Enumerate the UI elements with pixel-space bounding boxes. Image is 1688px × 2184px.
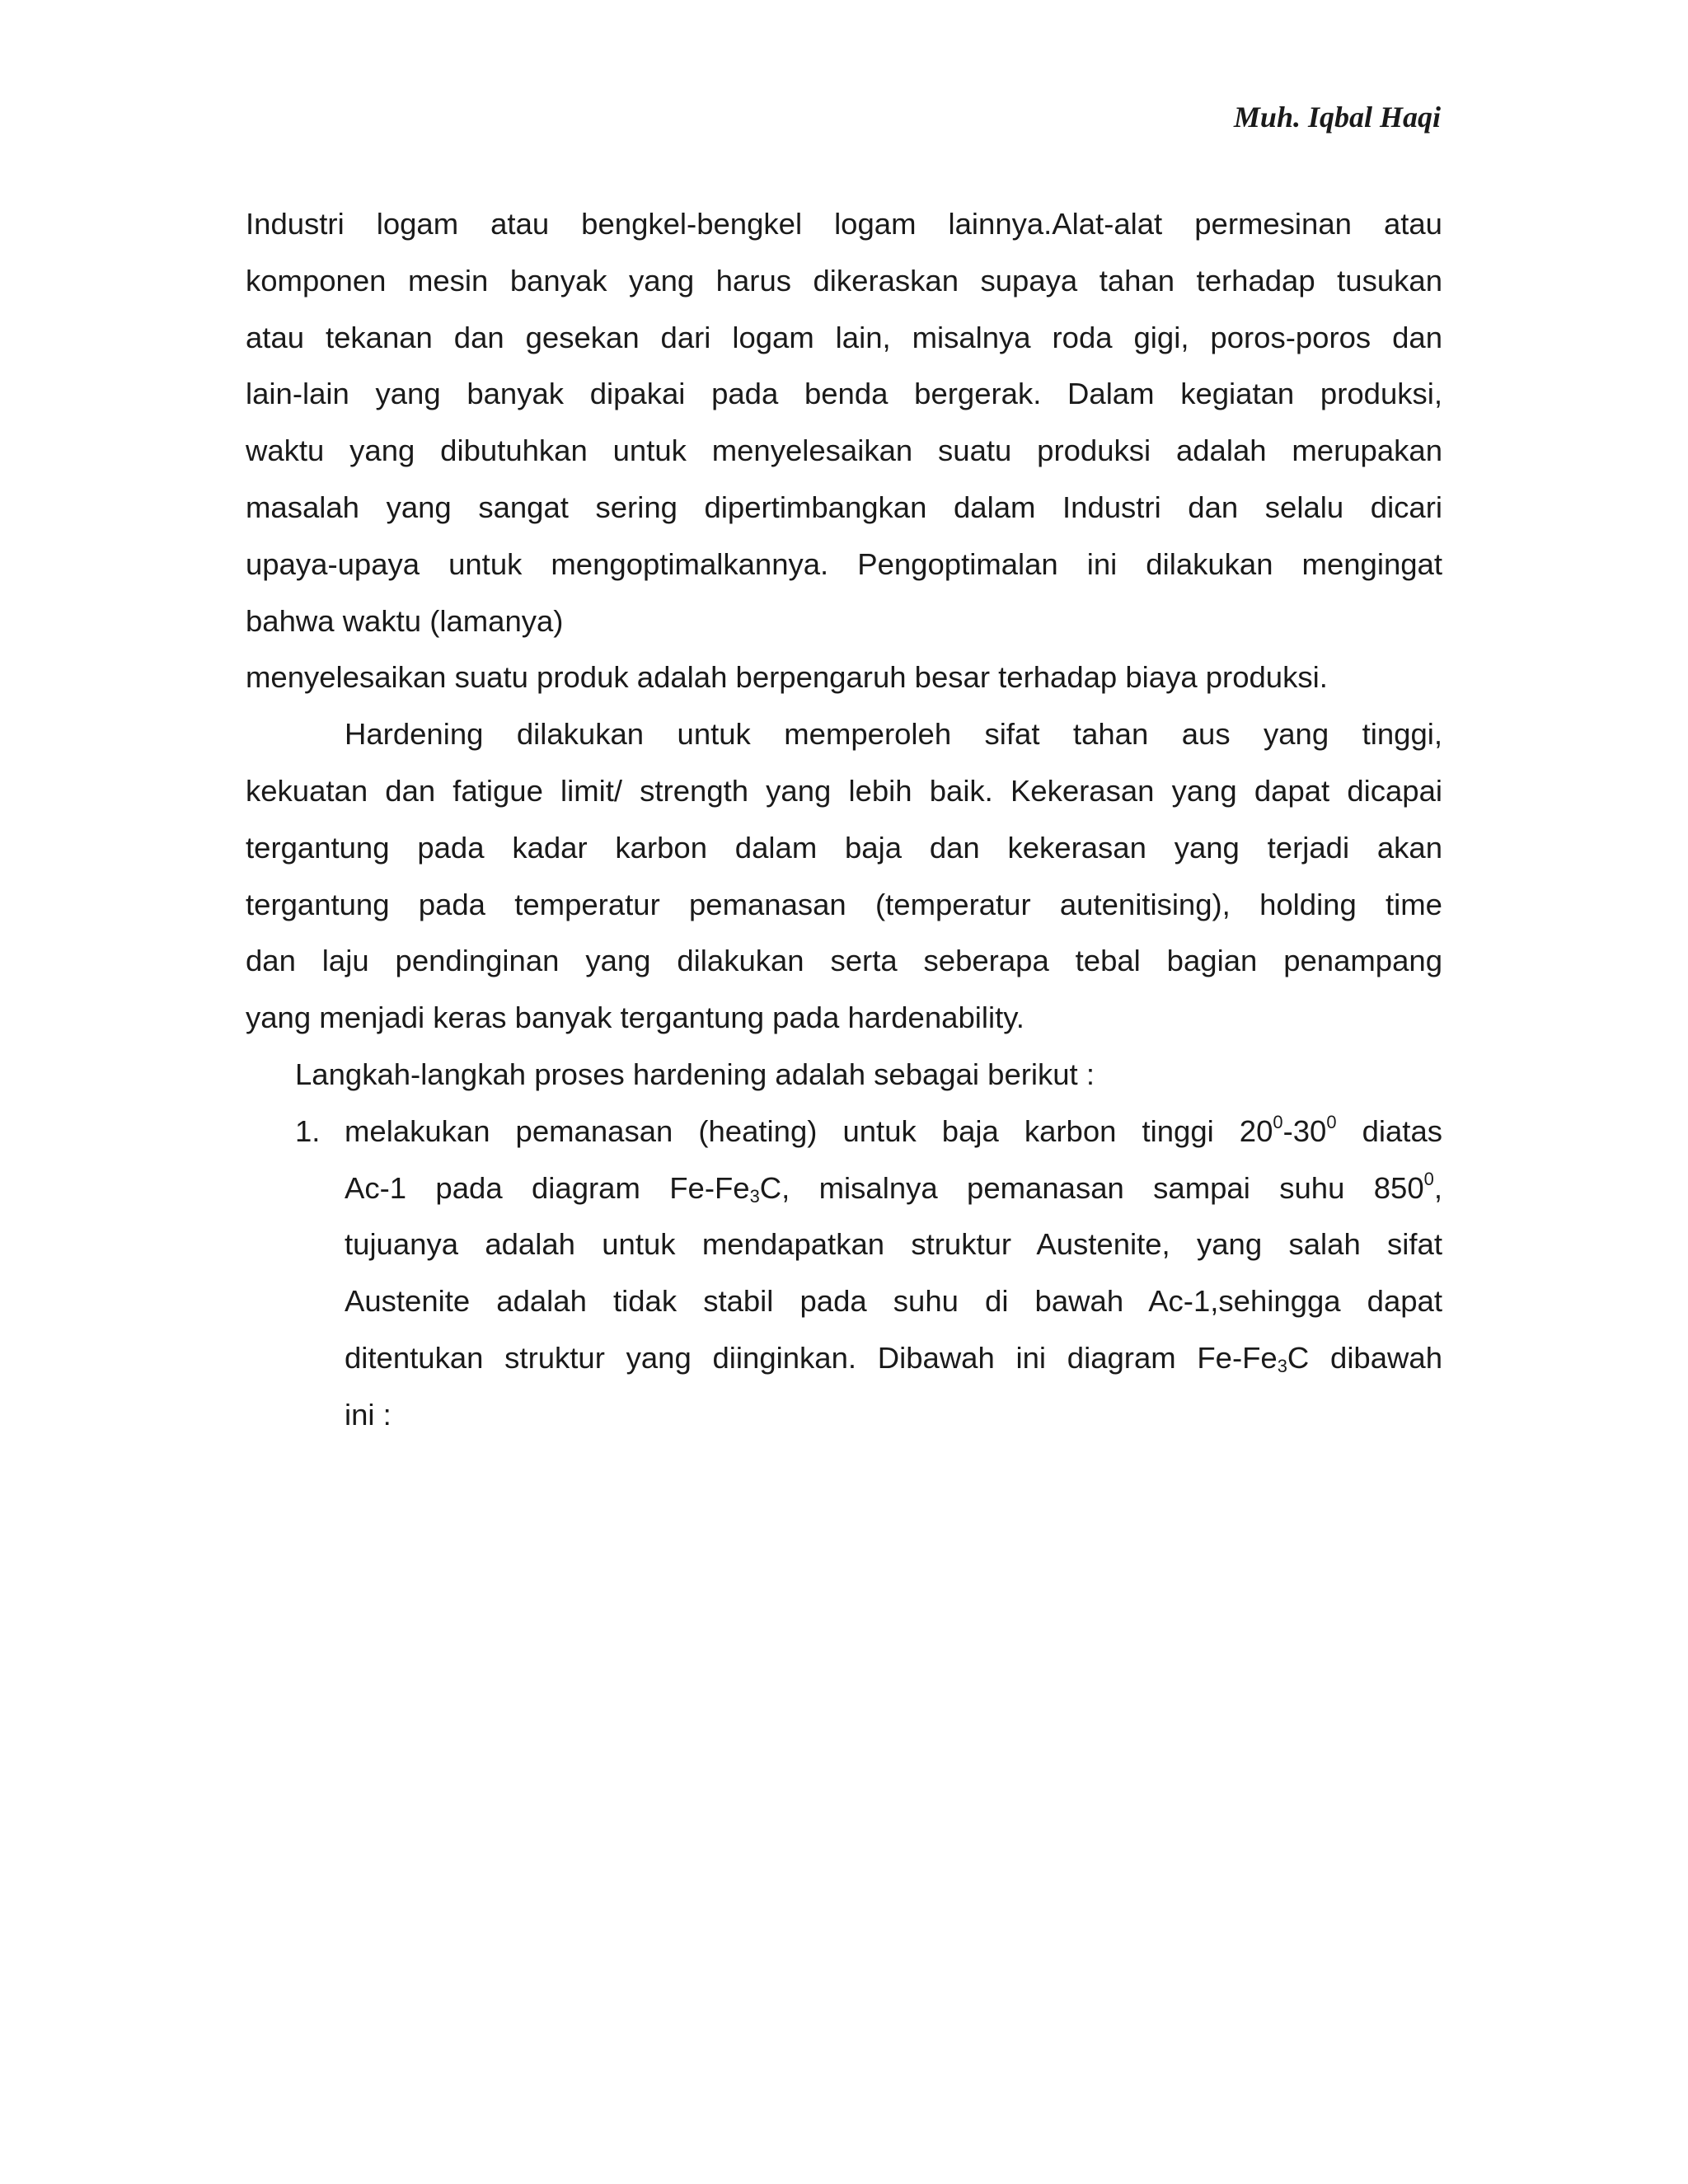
paragraph-line: tergantung pada temperatur pemanasan (temperatur autenitising), holding time — [246, 887, 1442, 921]
text-span: diatas — [1336, 1113, 1442, 1148]
paragraph-line: bahwa waktu (lamanya) — [246, 603, 564, 638]
paragraph-line: tergantung pada kadar karbon dalam baja dan kekerasan yang terjadi akan — [246, 830, 1442, 865]
list-item-line: Austenite adalah tidak stabil pada suhu di bawah Ac-1,sehingga dapat — [345, 1284, 1442, 1319]
paragraph-line: lain-lain yang banyak dipakai pada benda bergerak. Dalam kegiatan produksi, — [246, 377, 1442, 411]
list-item — [246, 1104, 1442, 1444]
paragraph-line: kekuatan dan fatigue limit/ strength yang lebih baik. Kekerasan yang dapat dicapai — [246, 773, 1442, 808]
list-item-line: tujuanya adalah untuk mendapatkan struktur Austenite, yang salah sifat — [345, 1227, 1442, 1262]
paragraph-line: atau tekanan dan gesekan dari logam lain, misalnya roda gigi, poros-poros dan — [246, 320, 1442, 354]
paragraph-line: masalah yang sangat sering dipertimbangkan dalam Industri dan selalu dicari — [246, 490, 1442, 524]
subscript: 3 — [749, 1186, 760, 1207]
text-span: -30 — [1282, 1113, 1327, 1148]
paragraph-line: Hardening dilakukan untuk memperoleh sifat tahan aus yang tinggi, — [345, 717, 1442, 752]
subscript: 3 — [1277, 1356, 1287, 1377]
text-span: C dibawah — [1287, 1340, 1442, 1375]
list-item-number: 1. — [295, 1113, 321, 1148]
steps-intro: Langkah-langkah proses hardening adalah sebagai berikut : — [295, 1057, 1095, 1091]
paragraph-line: komponen mesin banyak yang harus dikeraskan supaya tahan terhadap tusukan — [246, 263, 1442, 298]
text-span: , — [1433, 1170, 1442, 1205]
text-span: melakukan pemanasan (heating) untuk baja karbon tinggi 20 — [345, 1113, 1273, 1148]
list-item-line — [345, 1160, 1442, 1217]
text-span: C, misalnya pemanasan sampai suhu 850 — [759, 1170, 1424, 1205]
text-span: ditentukan struktur yang diinginkan. Dibawah ini diagram Fe-Fe — [345, 1340, 1278, 1375]
body-text — [246, 196, 1442, 1444]
list-item-line — [345, 1104, 1442, 1160]
steps-list — [246, 1104, 1442, 1444]
paragraph-line: Industri logam atau bengkel-bengkel logam lainnya.Alat-alat permesinan atau — [246, 207, 1442, 241]
paragraph-line: yang menjadi keras banyak tergantung pada hardenability. — [246, 1001, 1025, 1035]
list-item-line: ini : — [345, 1397, 392, 1432]
superscript: 0 — [1326, 1112, 1337, 1133]
paragraph-hardening — [246, 706, 1442, 1047]
paragraph-line: menyelesaikan suatu produk adalah berpengaruh besar terhadap biaya produksi. — [246, 660, 1328, 695]
superscript: 0 — [1273, 1112, 1283, 1133]
paragraph-line: waktu yang dibutuhkan untuk menyelesaikan suatu produksi adalah merupakan — [246, 434, 1442, 468]
paragraph-intro — [246, 196, 1442, 706]
header-author: Muh. Iqbal Haqi — [1233, 101, 1441, 134]
paragraph-line: upaya-upaya untuk mengoptimalkannya. Pengoptimalan ini dilakukan mengingat — [246, 546, 1442, 581]
superscript: 0 — [1423, 1169, 1434, 1190]
list-item-line — [345, 1330, 1442, 1387]
text-span: Ac-1 pada diagram Fe-Fe — [345, 1170, 750, 1205]
paragraph-line: dan laju pendinginan yang dilakukan serta seberapa tebal bagian penampang — [246, 944, 1442, 978]
